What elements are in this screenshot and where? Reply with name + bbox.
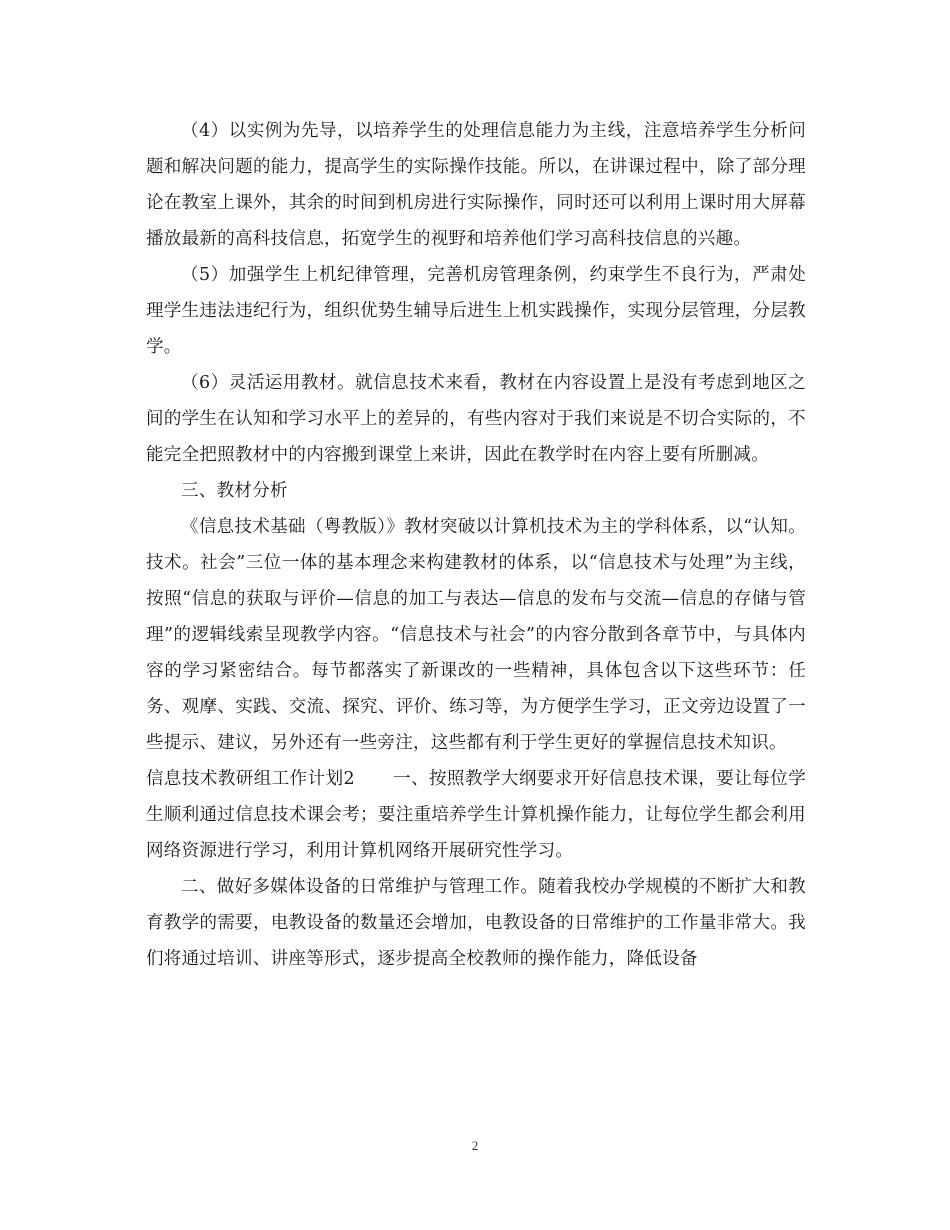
plan-item-2: 二、做好多媒体设备的日常维护与管理工作。随着我校办学规模的不断扩大和教育教学的需要，电教设备的数量还会增加，电教设备的日常维护的工作量非常大。我们将通过培训、讲座等形式，逐步提高全校教师的操作能力，降低设备 [146, 877, 806, 969]
paragraph-item-6: （6）灵活运用教材。就信息技术来看，教材在内容设置上是没有考虑到地区之间的学生在认知和学习水平上的差异的，有些内容对于我们来说是不切合实际的，不能完全把照教材中的内容搬到课堂上来讲，因此在教学时在内容上要有所删减。 [146, 373, 806, 465]
textbook-analysis-paragraph: 《信息技术基础（粤教版）》教材突破以计算机技术为主的学科体系，以“认知。技术。社会”三位一体的基本理念来构建教材的体系，以“信息技术与处理”为主线，按照“信息的获取与评价—信息的加工与表达—信息的发布与交流—信息的存储与管理”的逻辑线索呈现教学内容。“信息技术与社会”的内容分散到各章节中，与具体内容的学习紧密结合。每节都落实了新课改的一些精神，具体包含以下这些环节：任务、观摩、实践、交流、探究、评价、练习等，为方便学生学习，正文旁边设置了一些提示、建议，另外还有一些旁注，这些都有利于学生更好的掌握信息技术知识。 [146, 517, 806, 753]
plan-item-1: 一、按照教学大纲要求开好信息技术课，要让每位学生顺利通过信息技术课会考；要注重培养学生计算机操作能力，让每位学生都会利用网络资源进行学习，利用计算机网络开展研究性学习。 [146, 769, 806, 861]
paragraph-item-4: （4）以实例为先导，以培养学生的处理信息能力为主线，注意培养学生分析问题和解决问题的能力，提高学生的实际操作技能。所以，在讲课过程中，除了部分理论在教室上课外，其余的时间到机房进行实际操作，同时还可以利用上课时用大屏幕播放最新的高科技信息，拓宽学生的视野和培养他们学习高科技信息的兴趣。 [146, 121, 806, 249]
paragraph-item-5: （5）加强学生上机纪律管理，完善机房管理条例，约束学生不良行为，严肃处理学生违法违纪行为，组织优势生辅导后进生上机实践操作，实现分层管理，分层教学。 [146, 265, 806, 357]
document-body [146, 113, 806, 977]
plan-title: 信息技术教研组工作计划2 [146, 769, 355, 789]
work-plan-paragraph [146, 761, 806, 869]
page-number: 2 [471, 1138, 479, 1153]
section-heading: 三、教材分析 [181, 481, 288, 501]
